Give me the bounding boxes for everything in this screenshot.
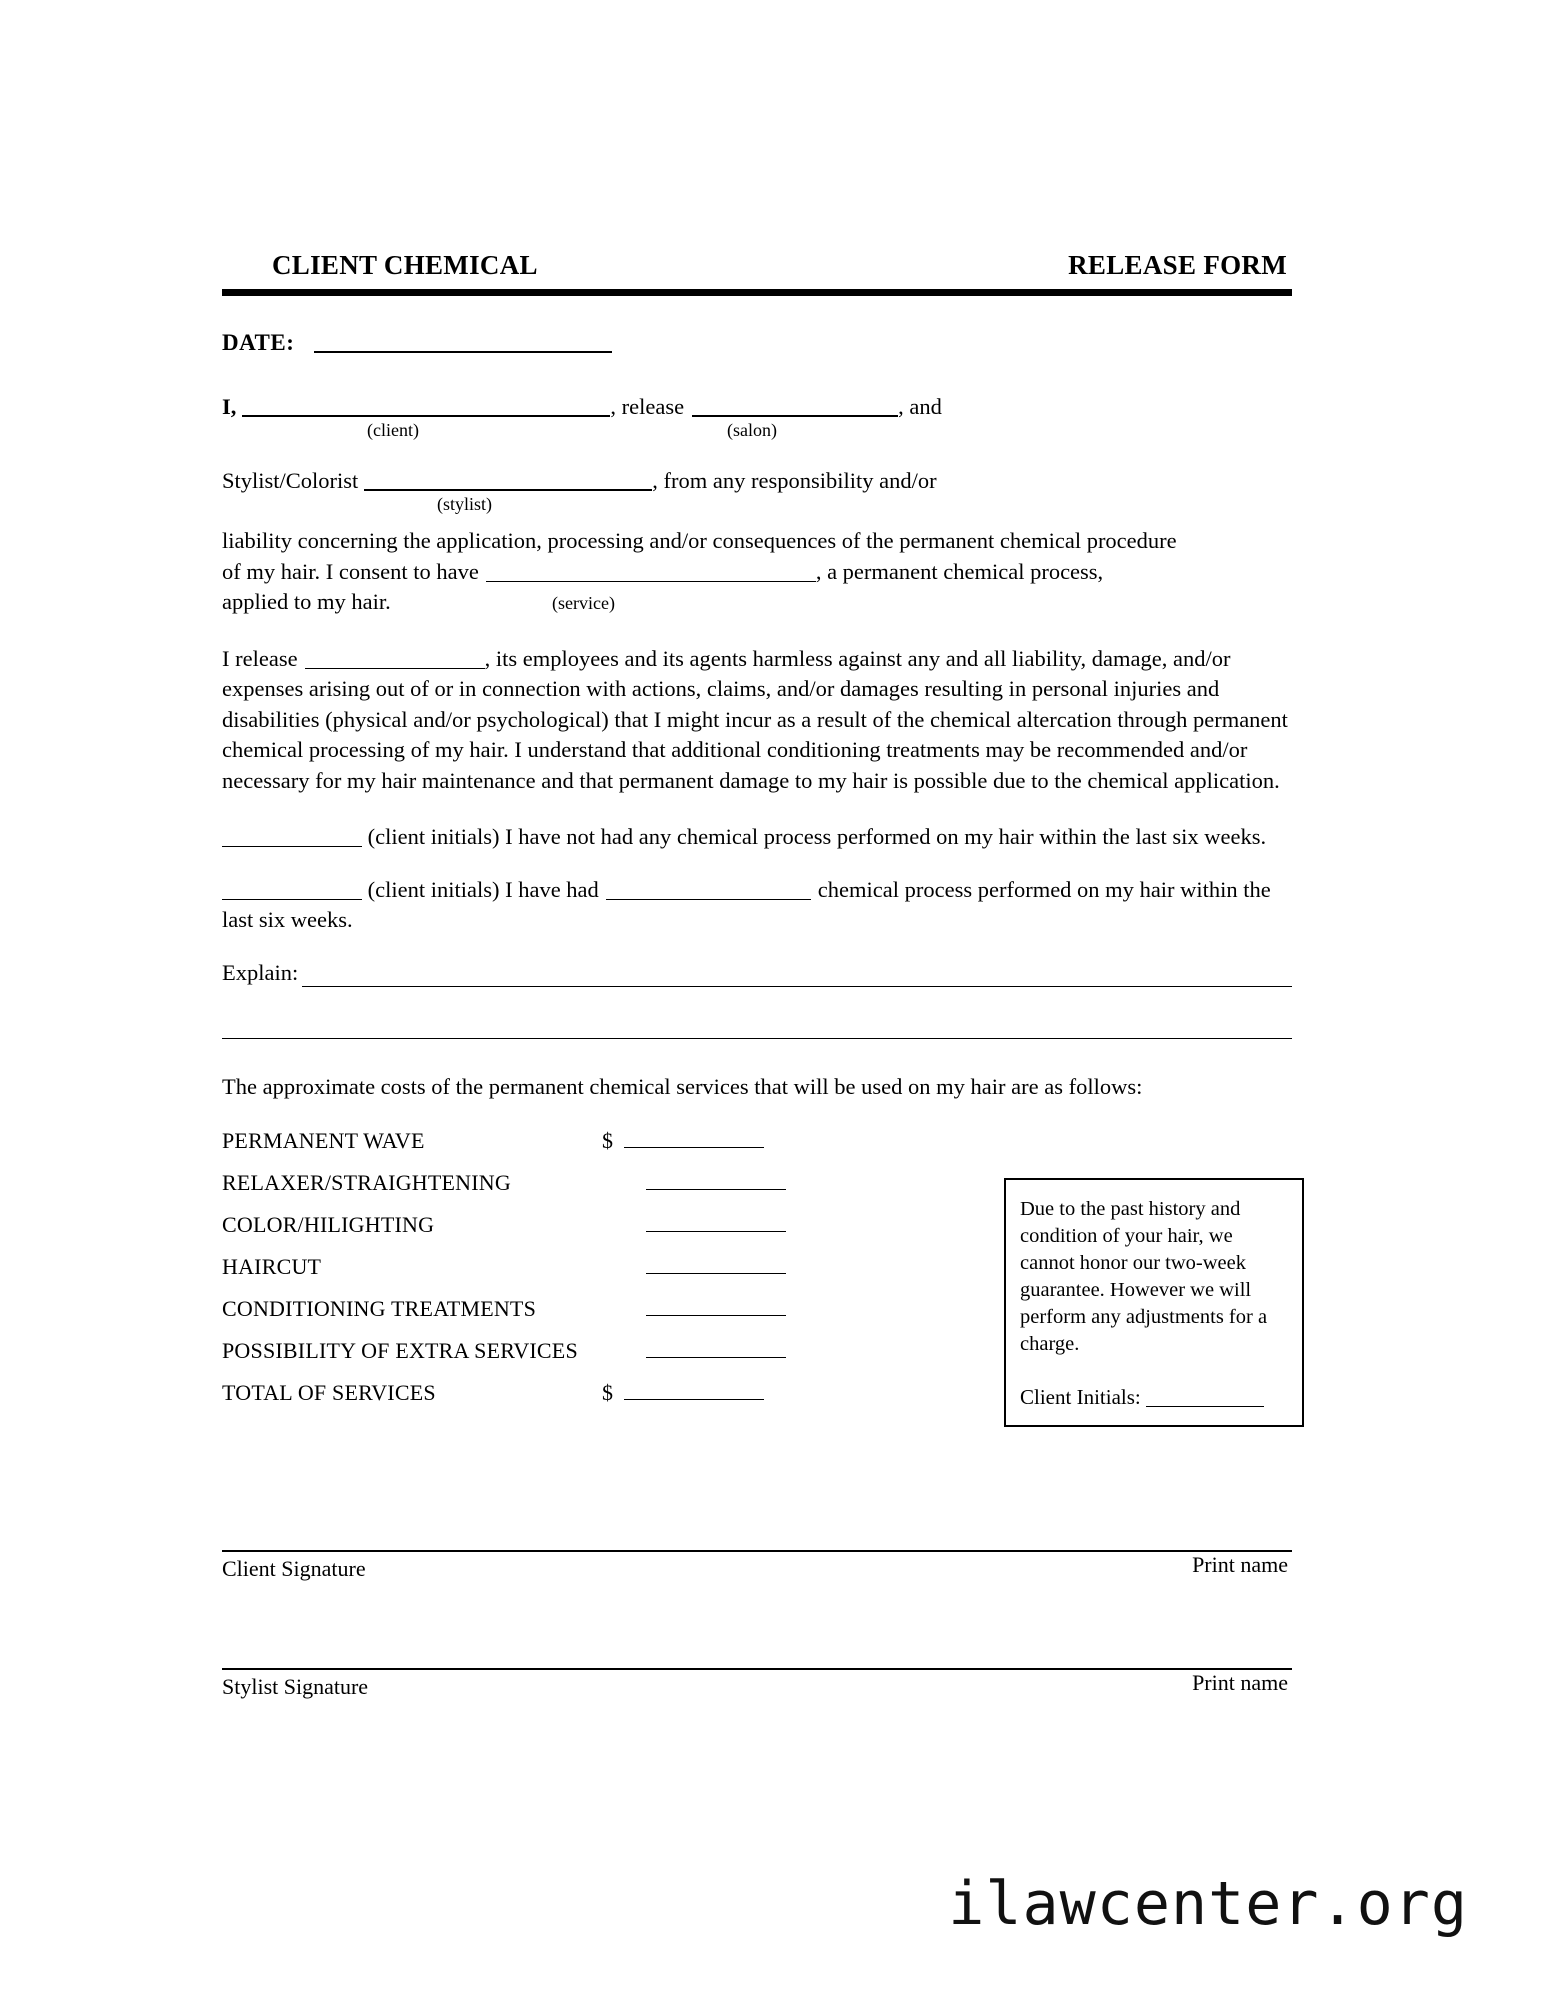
form-title [222,250,1292,281]
stylist-line-notes [222,496,1292,518]
stylist-signature-caption: Stylist Signature [222,1674,369,1699]
consent-line-3 [222,587,1292,618]
notice-client-initials-row [1020,1384,1288,1411]
stylist-name-blank[interactable] [364,468,652,491]
consent-paragraph [222,526,1292,618]
client-signature-block [222,1550,1292,1582]
client-initials-blank-1[interactable] [222,827,362,847]
guarantee-notice-text: Due to the past history and condition of your hair, we cannot honor our two-week guarantee. However we will perform any adjustments for a charge. [1020,1198,1268,1355]
release-suffix: , its employees and its agents harmless against any and all liability, [484,645,1087,671]
explain-line-1 [222,958,1292,990]
form-sheet [222,250,1292,1700]
release-prefix: I release [222,645,298,671]
cost-amount-blank[interactable] [646,1172,786,1190]
date-label: DATE: [222,330,295,355]
cost-currency: $ [602,1128,613,1153]
cost-amount-blank[interactable] [646,1298,786,1316]
stylist-tail: , from any responsibility and/or [652,468,937,493]
consent-line-1: liability concerning the application, processing and/or consequences of the permanent chemical procedure [222,528,1177,553]
explain-section [222,958,1292,1058]
title-right: RELEASE FORM [1068,250,1287,280]
title-left: CLIENT CHEMICAL [272,250,538,280]
consent-line-2-prefix: of my hair. I consent to have [222,558,479,584]
stylist-signature-block [222,1668,1292,1700]
explain-line-2-wrap [222,990,1292,1058]
client-note: (client) [367,420,419,440]
cost-amount-blank[interactable] [624,1382,764,1400]
stylist-note: (stylist) [437,494,493,514]
cost-amount-blank[interactable] [646,1214,786,1232]
costs-intro: The approximate costs of the permanent chemical services that will be used on my hair are as follows: [222,1073,1143,1099]
stylist-signature-line[interactable] [222,1668,1292,1670]
and-word: , and [898,394,942,419]
release-word: , release [610,394,685,419]
cost-label: RELAXER/STRAIGHTENING [222,1170,511,1195]
cost-label: POSSIBILITY OF EXTRA SERVICES [222,1338,578,1363]
cost-amount-blank[interactable] [646,1340,786,1358]
service-note: (service) [552,593,615,613]
client-name-blank[interactable] [242,394,610,417]
title-divider [222,289,1292,296]
notice-client-initials-label: Client Initials: [1020,1385,1141,1409]
notice-client-initials-blank[interactable] [1146,1387,1264,1407]
initials-statement-1-text [222,822,1292,853]
i-label: I, [222,394,237,419]
initials-statement-1-label: (client initials) I have not had any chemical process performed on my hair within the last six weeks. [367,824,1267,849]
cost-amount-blank[interactable] [646,1256,786,1274]
release-paragraph-text [222,644,1292,797]
site-watermark: ilawcenter.org [948,1869,1468,1939]
salon-name-blank[interactable] [692,394,898,417]
cost-label: COLOR/HILIGHTING [222,1212,435,1237]
chemical-process-blank[interactable] [606,880,811,900]
initials-statement-2-text [222,875,1292,936]
consent-line-2-suffix: , a permanent chemical process, [815,558,1104,584]
cost-currency: $ [602,1380,613,1405]
stylist-print-name-label: Print name [1192,1670,1288,1695]
party-line [222,392,1292,422]
stylist-line-row [222,466,1292,518]
consent-line-2 [222,557,1292,588]
initials-statement-2-prefix: (client initials) I have had [367,876,599,902]
cost-label: CONDITIONING TREATMENTS [222,1296,537,1321]
party-line-row [222,392,1292,444]
date-input-blank[interactable] [314,330,612,353]
initials-statement-2-tail: hair within the last six weeks. [222,876,1271,932]
stylist-label: Stylist/Colorist [222,468,359,493]
explain-blank-2[interactable] [222,1038,1292,1039]
client-signature-line[interactable] [222,1550,1292,1552]
stylist-line [222,466,1292,496]
cost-row [222,1128,1292,1170]
client-signature-caption: Client Signature [222,1556,366,1581]
client-print-name-label: Print name [1192,1552,1288,1577]
explain-label: Explain: [222,958,302,989]
client-initials-blank-2[interactable] [222,880,362,900]
cost-label: TOTAL OF SERVICES [222,1380,436,1405]
cost-label: HAIRCUT [222,1254,322,1279]
initials-statement-2-suffix: chemical process performed on my [817,876,1134,902]
date-field-row [222,330,1292,356]
cost-label: PERMANENT WAVE [222,1128,425,1153]
initials-statement-2 [222,875,1292,936]
release-rest: damage, and/or expenses arising out of or in connection with actions, claims, and/or damages resulting in personal injuries and disabilities (physical and/or psychological) that I might incur as a result of the chemical altercation through permanent chemical processing of my hair. I understand that additional conditioning treatments may be recommended and/or necessary for my hair maintenance and that permanent damage to my hair is possible due to the chemical application. [222,645,1288,793]
salon-note: (salon) [727,420,777,440]
explain-blank-1[interactable] [222,986,1292,987]
service-blank[interactable] [486,562,816,582]
cost-amount-blank[interactable] [624,1130,764,1148]
release-paragraph [222,644,1292,797]
party-line-notes [222,422,1292,444]
salon-release-blank[interactable] [305,649,485,669]
consent-line-3-text: applied to my hair. [222,589,391,614]
initials-statement-1 [222,822,1292,853]
guarantee-notice-box [1004,1178,1304,1427]
